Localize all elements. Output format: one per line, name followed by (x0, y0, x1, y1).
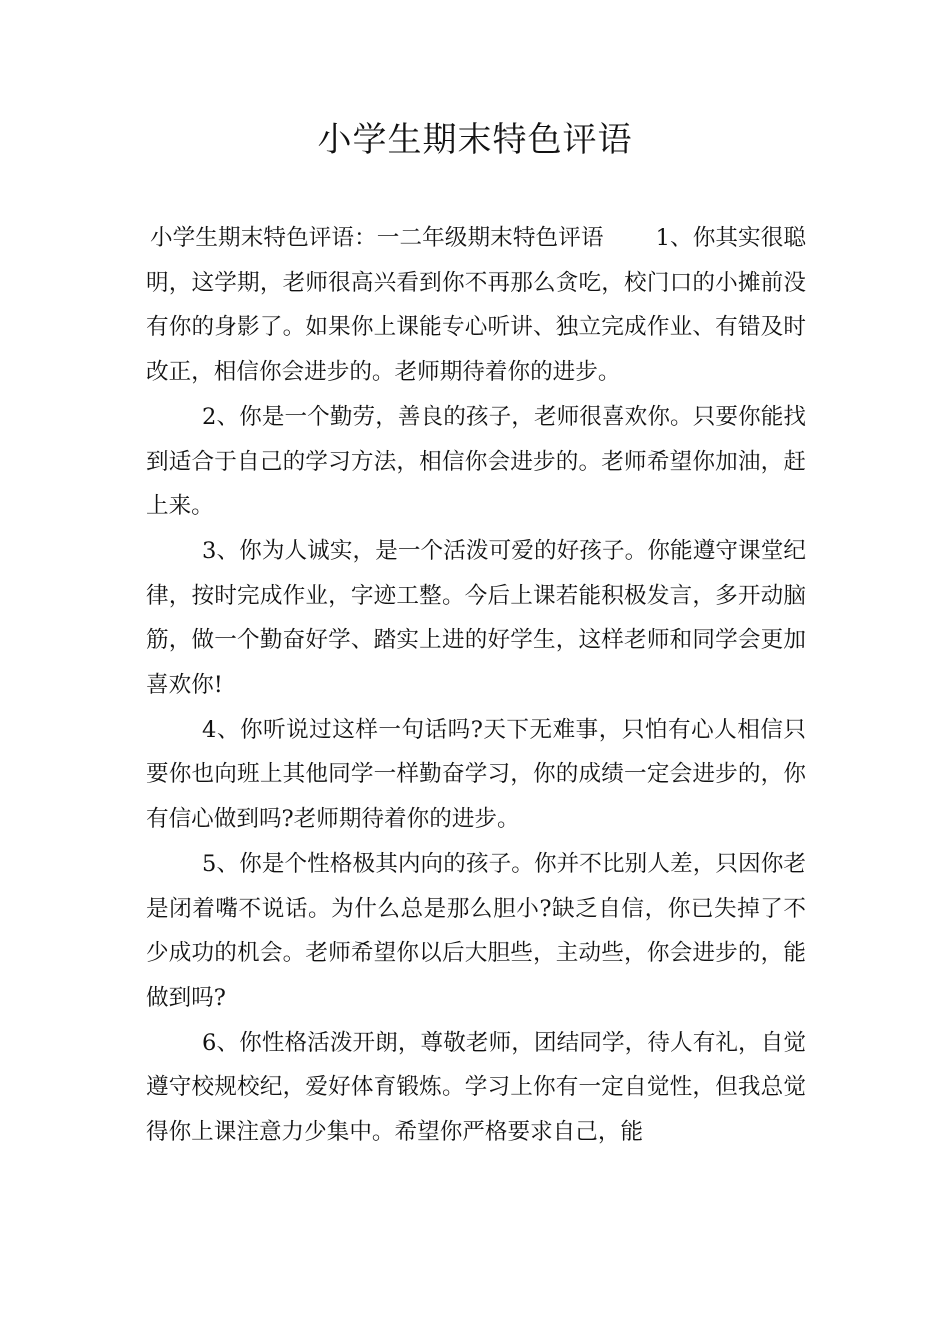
paragraph-5: 5、你是个性格极其内向的孩子。你并不比别人差，只因你老是闭着嘴不说话。为什么总是那么胆小?缺乏自信，你已失掉了不少成功的机会。老师希望你以后大胆些，主动些，你会进步的，能做到吗? (146, 850, 806, 1011)
paragraph-1 (146, 216, 806, 395)
intro-heading: 小学生期末特色评语：一二年级期末特色评语 (150, 225, 604, 251)
paragraph-4: 4、你听说过这样一句话吗?天下无难事，只怕有心人相信只要你也向班上其他同学一样勤奋学习，你的成绩一定会进步的，你有信心做到吗?老师期待着你的进步。 (146, 716, 806, 833)
paragraph-6: 6、你性格活泼开朗，尊敬老师，团结同学，待人有礼，自觉遵守校规校纪，爱好体育锻炼。学习上你有一定自觉性，但我总觉得你上课注意力少集中。希望你严格要求自己，能 (146, 1029, 806, 1146)
document-body (146, 216, 806, 1155)
paragraph-3: 3、你为人诚实，是一个活泼可爱的好孩子。你能遵守课堂纪律，按时完成作业，字迹工整。今后上课若能积极发言，多开动脑筋，做一个勤奋好学、踏实上进的好学生，这样老师和同学会更加喜欢你! (146, 537, 806, 699)
document-title: 小学生期末特色评语 (317, 120, 633, 160)
paragraph-text: 1、你其实很聪明，这学期，老师很高兴看到你不再那么贪吃，校门口的小摊前没有你的身影了。如果你上课能专心听讲、独立完成作业、有错及时改正，相信你会进步的。老师期待着你的进步。 (146, 225, 807, 386)
paragraph-2: 2、你是一个勤劳，善良的孩子，老师很喜欢你。只要你能找到适合于自己的学习方法，相信你会进步的。老师希望你加油，赶上来。 (146, 403, 806, 520)
